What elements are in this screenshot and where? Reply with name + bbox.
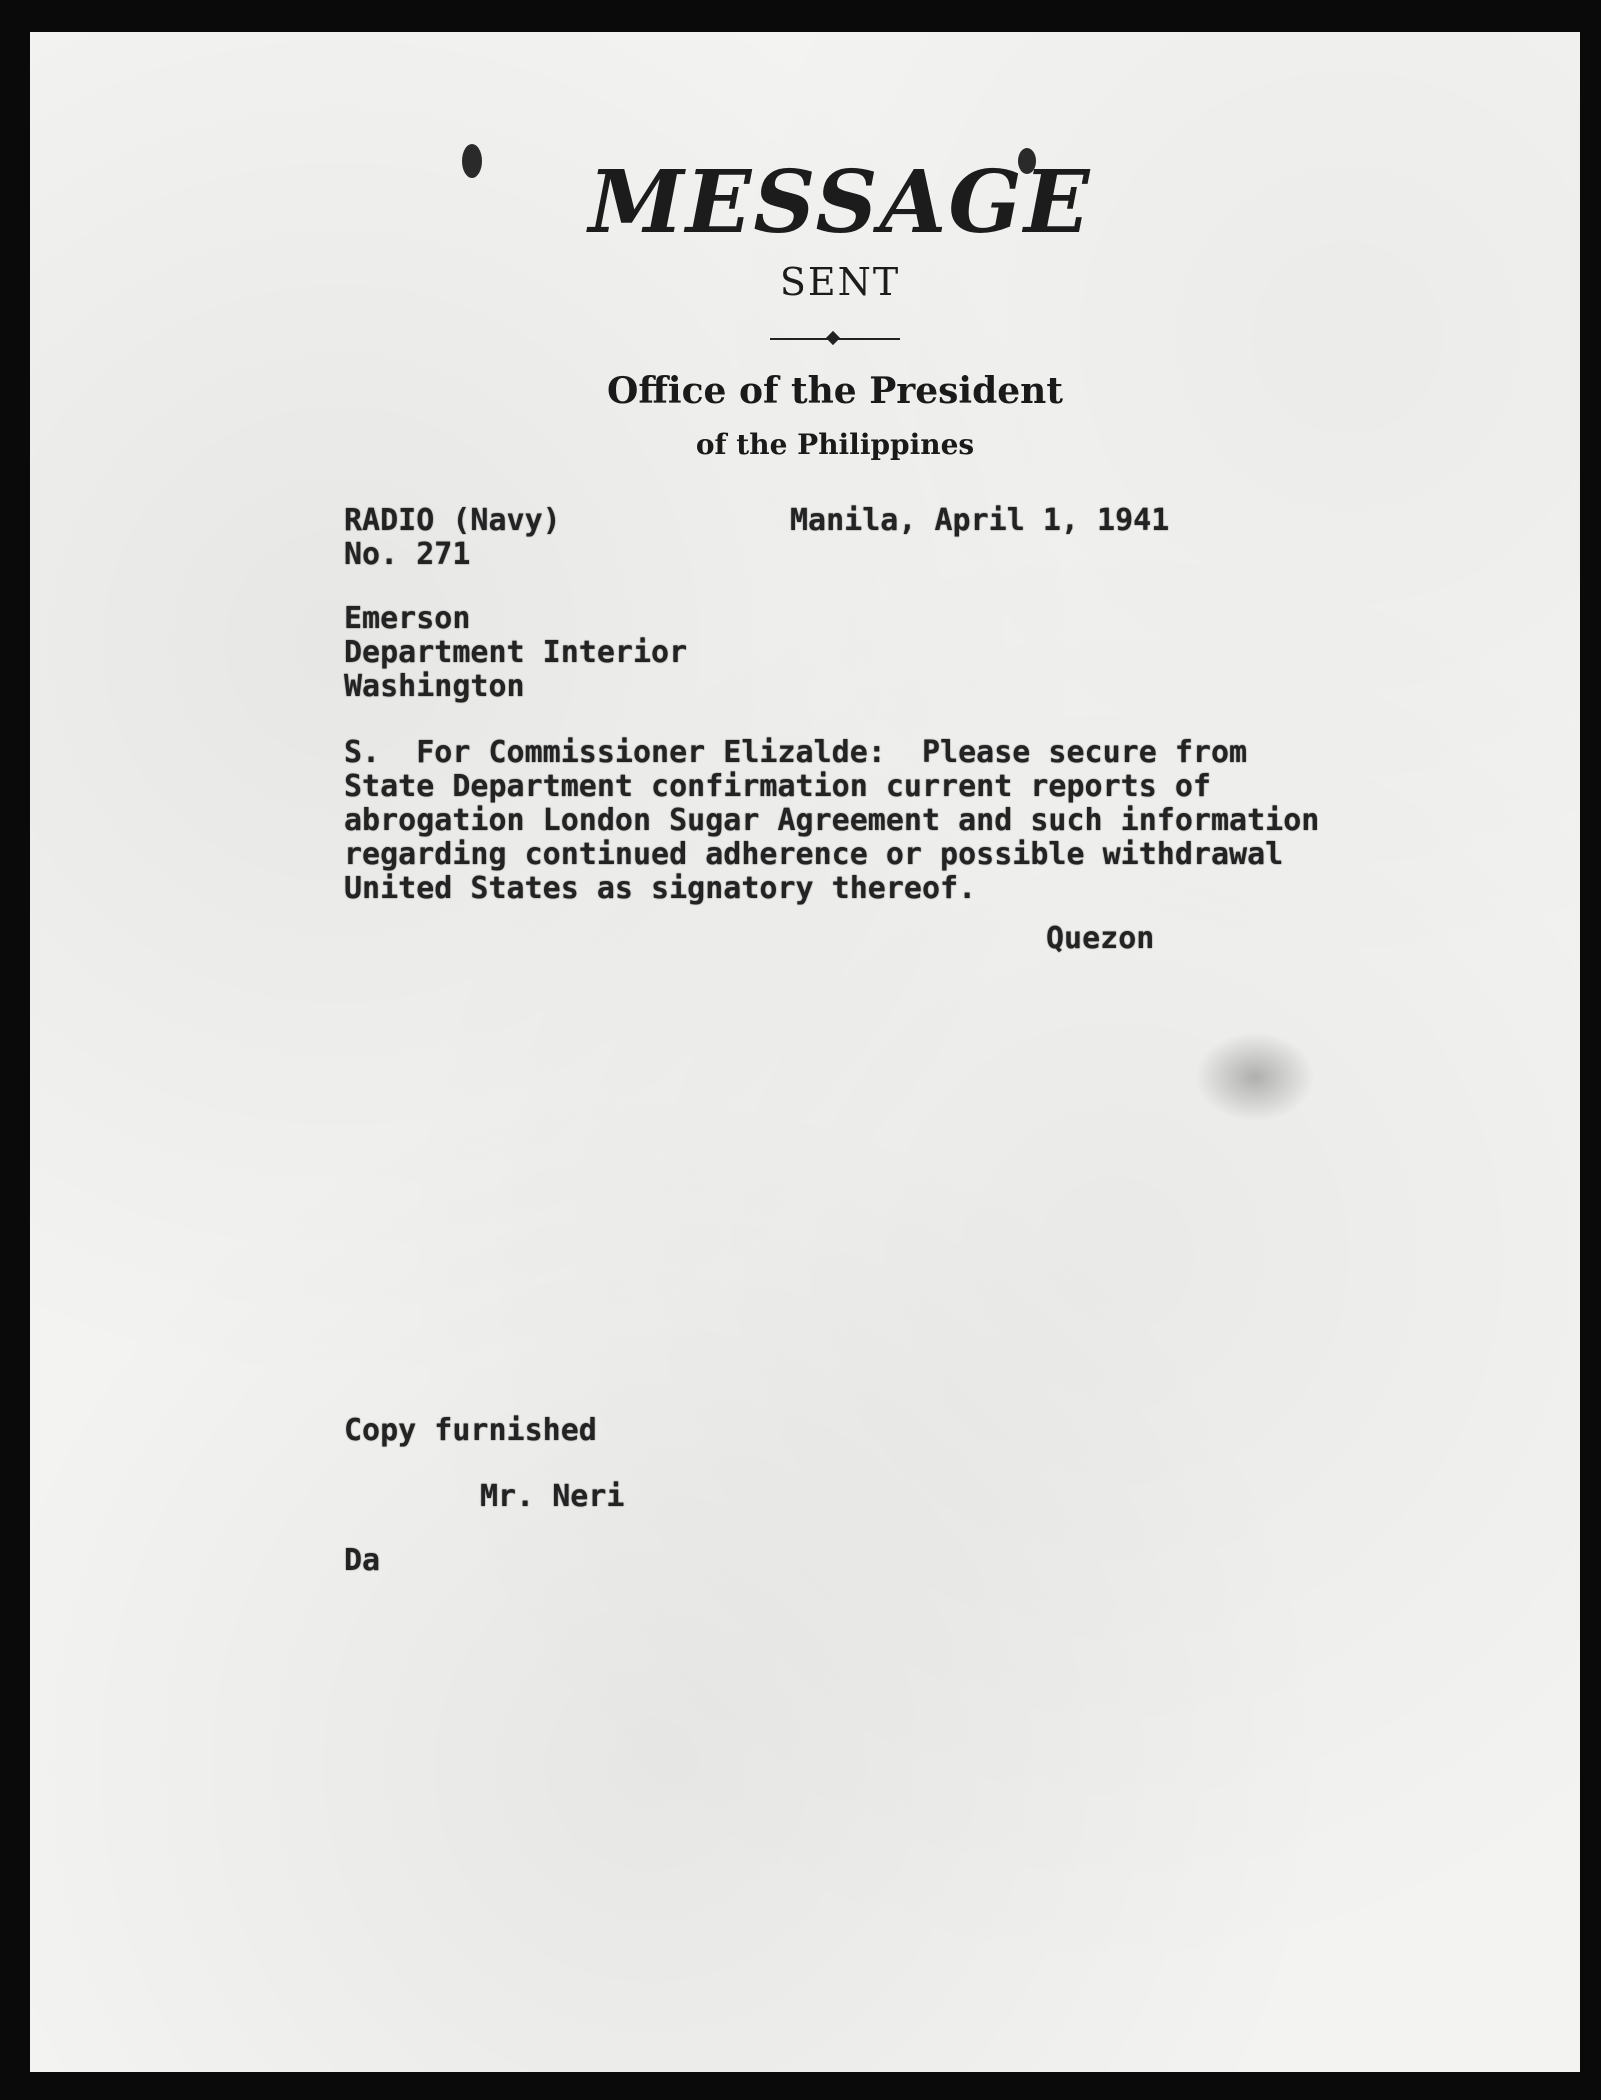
body-line: S. For Commissioner Elizalde: Please secure from	[344, 735, 1248, 770]
transmission-via: RADIO (Navy)	[344, 503, 561, 538]
addressee-city: Washington	[344, 669, 525, 704]
divider-ornament-icon	[826, 331, 840, 345]
body-line: United States as signatory thereof.	[344, 871, 977, 906]
ink-blot	[462, 144, 482, 178]
document-page	[30, 32, 1580, 2072]
addressee-name: Emerson	[344, 601, 471, 636]
body-line: regarding continued adherence or possible withdrawal	[344, 837, 1284, 872]
ink-smudge	[1195, 1032, 1315, 1122]
place-date: Manila, April 1, 1941	[790, 503, 1170, 538]
typist-initials: Da	[344, 1543, 381, 1578]
message-sent-label: SENT	[779, 260, 901, 304]
signature: Quezon	[1046, 921, 1155, 956]
body-line: abrogation London Sugar Agreement and such information	[344, 803, 1320, 838]
of-the-philippines: of the Philippines	[695, 428, 975, 461]
office-of-president: Office of the President	[607, 370, 1063, 412]
body-line: State Department confirmation current reports of	[344, 769, 1211, 804]
message-title: MESSAGE	[588, 152, 1092, 253]
addressee-department: Department Interior	[344, 635, 688, 670]
copy-furnished-label: Copy furnished	[344, 1413, 597, 1448]
message-number: No. 271	[344, 537, 471, 572]
copy-recipient: Mr. Neri	[480, 1479, 625, 1514]
